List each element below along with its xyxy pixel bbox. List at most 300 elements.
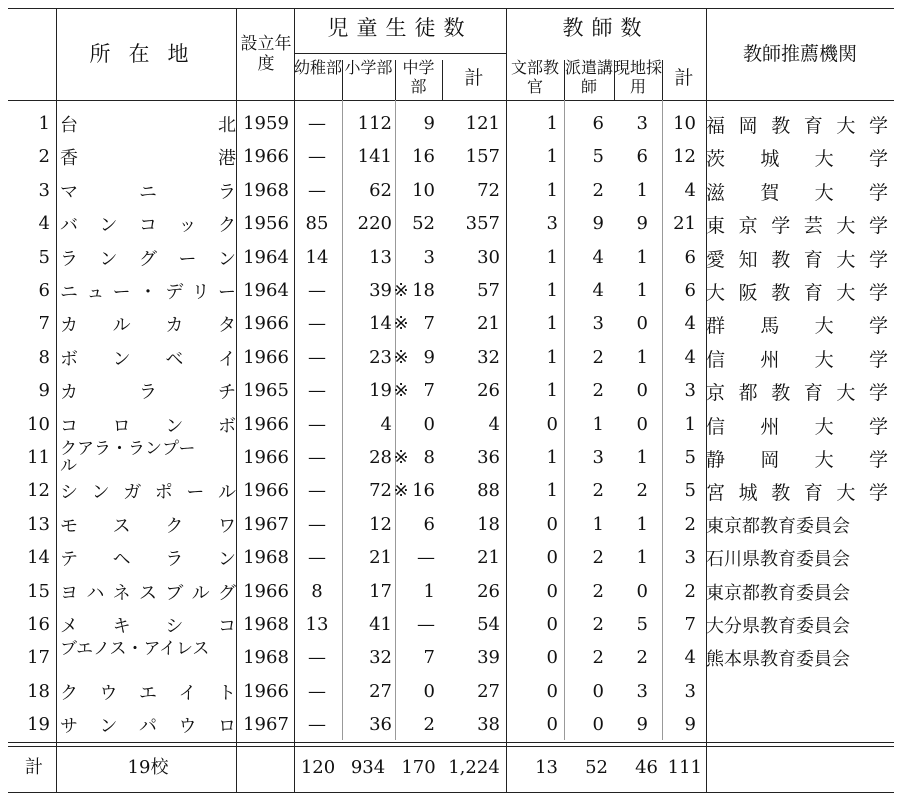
- row-student-total: 157: [465, 146, 500, 167]
- row-local-hires: 2: [636, 480, 648, 501]
- agency-char: 大: [836, 281, 856, 304]
- agency-char: 学: [868, 415, 888, 438]
- row-dispatched: 2: [592, 380, 604, 401]
- agency-char: 賀: [760, 181, 780, 204]
- location-char: ラ: [139, 382, 157, 403]
- location-char: ボ: [60, 349, 78, 370]
- rule-v: [56, 8, 57, 792]
- row-location: ブエノス・アイレス: [60, 639, 210, 659]
- row-local-hires: 9: [636, 213, 648, 234]
- agency-char: 城: [760, 147, 780, 170]
- rule-h: [8, 792, 894, 793]
- location-char: ヨ: [60, 583, 78, 604]
- row-elementary: 23: [369, 347, 392, 368]
- row-junior-high: 0: [423, 681, 435, 702]
- rule-h: [8, 8, 894, 9]
- location-char: ン: [99, 249, 118, 270]
- location-char: 北: [218, 115, 236, 136]
- row-year: 1965: [243, 380, 289, 401]
- row-elementary: 17: [369, 581, 392, 602]
- row-local-hires: 2: [636, 647, 648, 668]
- location-char: ク: [60, 683, 78, 704]
- row-student-total: 57: [477, 280, 500, 301]
- header-agency: 教師推薦機関: [742, 43, 857, 65]
- row-local-hires: 1: [636, 347, 648, 368]
- row-location: [60, 577, 236, 607]
- location-char: コ: [60, 416, 78, 437]
- row-kindergarten: 8: [311, 581, 323, 602]
- row-location: [60, 343, 236, 373]
- location-char: ー: [186, 482, 205, 503]
- row-location: [60, 142, 236, 172]
- location-char: イ: [217, 349, 236, 370]
- location-char: ス: [138, 583, 157, 604]
- row-elementary: 32: [369, 647, 392, 668]
- location-char: ク: [218, 215, 236, 236]
- agency-char: 州: [760, 348, 780, 371]
- row-elementary: 112: [357, 113, 392, 134]
- row-junior-high: 1: [423, 581, 435, 602]
- row-kindergarten: —: [308, 447, 326, 468]
- agency-char: 大: [836, 481, 856, 504]
- row-student-total: 121: [465, 113, 500, 134]
- row-kindergarten: —: [308, 180, 326, 201]
- location-char: ニ: [60, 282, 78, 303]
- row-elementary: 14: [369, 313, 392, 334]
- row-local-hires: 1: [636, 180, 648, 201]
- row-local-hires: 1: [636, 547, 648, 568]
- location-char: ブ: [165, 583, 184, 604]
- row-local-hires: 0: [636, 313, 648, 334]
- rule-v: [236, 8, 237, 792]
- agency-char: 京: [706, 381, 726, 404]
- row-student-total: 88: [477, 480, 500, 501]
- row-elementary: 72: [369, 480, 392, 501]
- row-elementary: 36: [369, 714, 392, 735]
- row-ministry: 0: [546, 647, 558, 668]
- row-number: 10: [27, 414, 50, 435]
- location-char: タ: [217, 315, 236, 336]
- row-student-total: 72: [477, 180, 500, 201]
- location-char: ル: [191, 583, 210, 604]
- row-year: 1967: [243, 514, 289, 535]
- row-kindergarten: —: [308, 347, 326, 368]
- total-teachers: 111: [667, 757, 702, 778]
- location-char: ル: [217, 482, 236, 503]
- row-ministry: 0: [546, 714, 558, 735]
- row-student-total: 26: [477, 581, 500, 602]
- row-dispatched: 6: [592, 113, 604, 134]
- row-location: [60, 243, 236, 273]
- row-elementary: 4: [380, 414, 392, 435]
- row-elementary: 39: [369, 280, 392, 301]
- location-char: グ: [139, 249, 157, 270]
- row-location: [60, 309, 236, 339]
- row-kindergarten: —: [308, 714, 326, 735]
- row-student-total: 54: [477, 614, 500, 635]
- location-char: 香: [60, 148, 78, 169]
- agency-char: 馬: [760, 314, 780, 337]
- row-student-total: 26: [477, 380, 500, 401]
- location-char: ヘ: [112, 549, 131, 570]
- row-dispatched: 2: [592, 480, 604, 501]
- row-local-hires: 1: [636, 247, 648, 268]
- row-student-total: 39: [477, 647, 500, 668]
- agency-char: 滋: [706, 181, 726, 204]
- header-teachers: 教師数: [562, 16, 650, 40]
- header-location: 所在地: [89, 42, 207, 66]
- agency-char: 学: [868, 114, 888, 137]
- location-char: ポ: [154, 482, 173, 503]
- header-founded: 設立年度: [240, 34, 292, 74]
- row-number: 6: [38, 280, 50, 301]
- location-char: ハ: [86, 583, 105, 604]
- location-char: イ: [178, 683, 197, 704]
- agency-char: 岡: [738, 114, 758, 137]
- location-char: グ: [217, 583, 236, 604]
- row-dispatched: 2: [592, 581, 604, 602]
- row-junior-high: 9: [423, 347, 435, 368]
- row-student-total: 27: [477, 681, 500, 702]
- row-teacher-total: 3: [684, 547, 696, 568]
- row-local-hires: 9: [636, 714, 648, 735]
- header-ministry: 文部教官: [510, 58, 559, 96]
- header-kindergarten: 幼稚部: [294, 58, 343, 77]
- row-kindergarten: 14: [305, 247, 329, 268]
- row-junior-high: 52: [412, 213, 435, 234]
- row-kindergarten: 13: [305, 614, 329, 635]
- row-kindergarten: —: [308, 647, 326, 668]
- row-kindergarten: —: [308, 547, 326, 568]
- row-dispatched: 9: [592, 213, 604, 234]
- row-junior-high: 16: [412, 480, 435, 501]
- row-elementary: 19: [369, 380, 392, 401]
- row-dispatched: 3: [592, 447, 604, 468]
- rule-h: [8, 100, 894, 101]
- agency-char: 東: [706, 214, 726, 237]
- row-number: 5: [38, 247, 50, 268]
- row-agency: 大分県教育委員会: [706, 616, 850, 637]
- row-agency: [706, 243, 888, 273]
- location-char: ー: [217, 282, 236, 303]
- row-dispatched: 1: [592, 414, 604, 435]
- location-char: ル: [112, 315, 131, 336]
- row-ministry: 3: [546, 213, 558, 234]
- header-dispatched: 派遣講師: [564, 58, 613, 96]
- location-char: ワ: [217, 516, 236, 537]
- location-char: デ: [165, 282, 184, 303]
- total-junior-high: 170: [401, 757, 436, 778]
- row-ministry: 1: [546, 313, 558, 334]
- agency-char: 育: [803, 248, 823, 271]
- row-ministry: 0: [546, 614, 558, 635]
- row-local-hires: 0: [636, 581, 648, 602]
- location-char: カ: [165, 315, 184, 336]
- row-location: [60, 276, 236, 306]
- agency-char: 教: [771, 281, 791, 304]
- row-teacher-total: 5: [684, 480, 696, 501]
- row-kindergarten: —: [308, 380, 326, 401]
- row-elementary: 220: [357, 213, 392, 234]
- row-student-total: 32: [477, 347, 500, 368]
- location-char: ウ: [178, 716, 197, 737]
- row-agency: [706, 476, 888, 506]
- rule-h: [8, 746, 894, 747]
- row-elementary: 13: [369, 247, 392, 268]
- agency-char: 学: [868, 147, 888, 170]
- row-ministry: 0: [546, 514, 558, 535]
- total-dispatched: 52: [585, 757, 608, 778]
- agency-char: 学: [868, 448, 888, 471]
- row-mark: ※: [393, 347, 409, 368]
- row-kindergarten: —: [308, 280, 326, 301]
- row-dispatched: 4: [592, 280, 604, 301]
- row-year: 1968: [243, 180, 289, 201]
- row-mark: ※: [393, 480, 409, 501]
- agency-char: 信: [706, 415, 726, 438]
- row-agency: [706, 410, 888, 440]
- row-agency: [706, 276, 888, 306]
- row-location: [60, 410, 236, 440]
- agency-char: 都: [738, 381, 758, 404]
- row-elementary: 21: [369, 547, 392, 568]
- location-char: ー: [178, 249, 197, 270]
- row-dispatched: 5: [592, 146, 604, 167]
- row-location: [60, 610, 236, 640]
- row-teacher-total: 4: [684, 180, 696, 201]
- location-char: ボ: [217, 416, 236, 437]
- row-agency: [706, 142, 888, 172]
- location-char: サ: [60, 716, 78, 737]
- row-junior-high: 2: [423, 714, 435, 735]
- location-char: ー: [112, 282, 131, 303]
- row-dispatched: 2: [592, 547, 604, 568]
- row-number: 3: [38, 180, 50, 201]
- row-year: 1959: [243, 113, 289, 134]
- row-junior-high: —: [417, 547, 435, 568]
- agency-char: 宮: [706, 481, 726, 504]
- row-kindergarten: —: [308, 681, 326, 702]
- location-char: リ: [191, 282, 210, 303]
- location-char: ・: [138, 282, 157, 303]
- row-local-hires: 0: [636, 414, 648, 435]
- agency-char: 知: [738, 248, 758, 271]
- row-ministry: 1: [546, 347, 558, 368]
- row-junior-high: 7: [423, 647, 435, 668]
- row-kindergarten: —: [308, 113, 326, 134]
- row-year: 1966: [243, 347, 289, 368]
- row-junior-high: 0: [423, 414, 435, 435]
- location-char: ン: [217, 549, 236, 570]
- location-char: ン: [112, 349, 131, 370]
- row-number: 12: [27, 480, 50, 501]
- location-char: モ: [60, 516, 78, 537]
- agency-char: 学: [868, 314, 888, 337]
- agency-char: 大: [814, 415, 834, 438]
- row-junior-high: 18: [412, 280, 435, 301]
- row-teacher-total: 2: [684, 581, 696, 602]
- row-teacher-total: 7: [684, 614, 696, 635]
- row-teacher-total: 12: [673, 146, 696, 167]
- row-teacher-total: 4: [684, 313, 696, 334]
- row-student-total: 21: [477, 313, 500, 334]
- location-char: ラ: [60, 249, 78, 270]
- agency-char: 静: [706, 448, 726, 471]
- total-kindergarten: 120: [300, 757, 336, 778]
- row-student-total: 36: [477, 447, 500, 468]
- location-char: ク: [165, 516, 184, 537]
- location-char: ガ: [123, 482, 142, 503]
- row-year: 1968: [243, 547, 289, 568]
- row-student-total: 4: [488, 414, 500, 435]
- row-junior-high: 10: [412, 180, 435, 201]
- row-student-total: 18: [477, 514, 500, 535]
- row-year: 1966: [243, 313, 289, 334]
- row-junior-high: 16: [412, 146, 435, 167]
- row-year: 1966: [243, 146, 289, 167]
- row-location: [60, 376, 236, 406]
- row-local-hires: 3: [636, 113, 648, 134]
- agency-char: 福: [706, 114, 726, 137]
- row-ministry: 0: [546, 414, 558, 435]
- header-teacher-total: 計: [674, 67, 694, 89]
- agency-char: 大: [706, 281, 726, 304]
- row-kindergarten: —: [308, 146, 326, 167]
- location-char: ニ: [139, 182, 157, 203]
- row-location: クアラ・ランプール: [60, 439, 196, 476]
- header-student-total: 計: [464, 67, 484, 89]
- agency-char: 学: [868, 481, 888, 504]
- agency-char: 京: [738, 214, 758, 237]
- row-student-total: 30: [477, 247, 500, 268]
- row-agency: [706, 109, 888, 139]
- agency-char: 大: [814, 181, 834, 204]
- agency-char: 群: [706, 314, 726, 337]
- agency-char: 大: [836, 248, 856, 271]
- location-char: シ: [60, 482, 78, 503]
- total-local-hires: 46: [635, 757, 658, 778]
- location-char: ラ: [165, 549, 184, 570]
- location-char: テ: [60, 549, 78, 570]
- agency-char: 教: [771, 114, 791, 137]
- row-location: [60, 710, 236, 740]
- agency-char: 城: [738, 481, 758, 504]
- row-junior-high: 7: [423, 380, 435, 401]
- row-teacher-total: 9: [684, 714, 696, 735]
- header-students: 児童生徒数: [327, 16, 473, 40]
- agency-char: 大: [814, 314, 834, 337]
- location-char: カ: [60, 382, 78, 403]
- row-location: [60, 109, 236, 139]
- row-ministry: 1: [546, 380, 558, 401]
- row-local-hires: 5: [636, 614, 648, 635]
- location-char: 台: [60, 115, 78, 136]
- row-location: [60, 543, 236, 573]
- row-junior-high: 3: [423, 247, 435, 268]
- agency-char: 芸: [803, 214, 823, 237]
- row-ministry: 1: [546, 447, 558, 468]
- row-mark: ※: [393, 280, 409, 301]
- agency-char: 大: [836, 114, 856, 137]
- row-mark: ※: [393, 380, 409, 401]
- agency-char: 育: [803, 114, 823, 137]
- row-agency: 熊本県教育委員会: [706, 649, 850, 670]
- agency-char: 岡: [760, 448, 780, 471]
- agency-char: 大: [814, 348, 834, 371]
- row-ministry: 1: [546, 247, 558, 268]
- agency-char: 育: [803, 281, 823, 304]
- row-location: [60, 176, 236, 206]
- row-mark: ※: [393, 447, 409, 468]
- row-student-total: 21: [477, 547, 500, 568]
- location-char: ス: [112, 516, 131, 537]
- location-char: コ: [139, 215, 157, 236]
- location-char: メ: [60, 616, 78, 637]
- row-ministry: 0: [546, 681, 558, 702]
- row-agency: [706, 176, 888, 206]
- row-kindergarten: —: [308, 313, 326, 334]
- agency-char: 教: [771, 248, 791, 271]
- row-agency: [706, 343, 888, 373]
- row-number: 7: [38, 313, 50, 334]
- agency-char: 教: [771, 481, 791, 504]
- row-number: 15: [27, 581, 50, 602]
- location-char: エ: [139, 683, 157, 704]
- location-char: ン: [91, 482, 110, 503]
- row-dispatched: 4: [592, 247, 604, 268]
- row-junior-high: 6: [423, 514, 435, 535]
- row-dispatched: 2: [592, 614, 604, 635]
- row-location: [60, 209, 236, 239]
- location-char: シ: [165, 616, 184, 637]
- row-ministry: 0: [546, 547, 558, 568]
- total-ministry: 13: [535, 757, 558, 778]
- location-char: カ: [60, 315, 78, 336]
- row-kindergarten: —: [308, 514, 326, 535]
- agency-char: 学: [771, 214, 791, 237]
- agency-char: 育: [803, 381, 823, 404]
- location-char: ン: [99, 215, 118, 236]
- row-dispatched: 1: [592, 514, 604, 535]
- row-year: 1968: [243, 614, 289, 635]
- row-dispatched: 2: [592, 347, 604, 368]
- row-teacher-total: 3: [684, 380, 696, 401]
- row-number: 14: [27, 547, 50, 568]
- row-year: 1966: [243, 480, 289, 501]
- location-char: コ: [217, 616, 236, 637]
- row-year: 1966: [243, 414, 289, 435]
- row-elementary: 27: [369, 681, 392, 702]
- row-number: 9: [38, 380, 50, 401]
- location-char: ネ: [112, 583, 131, 604]
- row-teacher-total: 2: [684, 514, 696, 535]
- row-kindergarten: —: [308, 414, 326, 435]
- row-location: [60, 476, 236, 506]
- row-number: 18: [27, 681, 50, 702]
- row-local-hires: 0: [636, 380, 648, 401]
- row-number: 1: [38, 113, 50, 134]
- total-label: 計: [25, 757, 43, 778]
- row-ministry: 1: [546, 480, 558, 501]
- agency-char: 大: [814, 448, 834, 471]
- row-teacher-total: 5: [684, 447, 696, 468]
- row-year: 1964: [243, 247, 289, 268]
- row-local-hires: 1: [636, 447, 648, 468]
- location-char: キ: [112, 616, 131, 637]
- row-agency: [706, 209, 888, 239]
- location-char: ン: [99, 716, 118, 737]
- row-teacher-total: 1: [684, 414, 696, 435]
